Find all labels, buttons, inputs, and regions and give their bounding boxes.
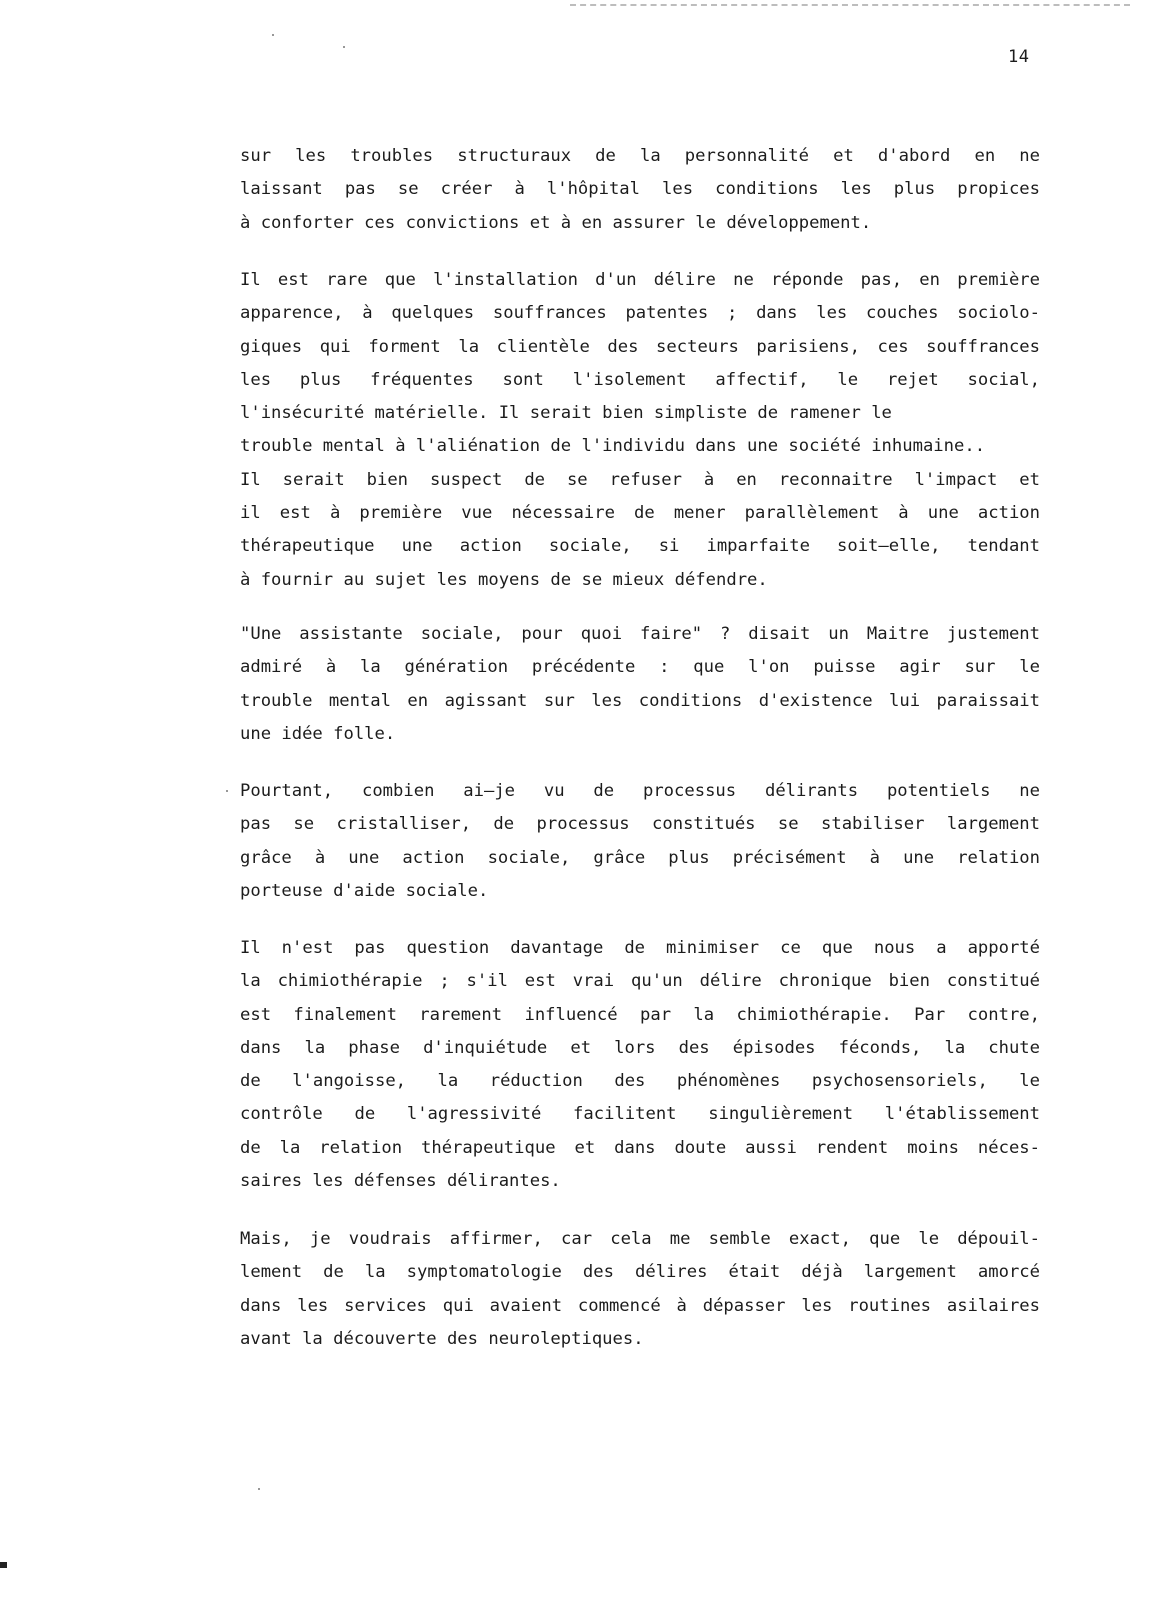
text-line: thérapeutique une action sociale, si imparfaite soit—elle, tendant bbox=[240, 536, 1040, 557]
text-line: lement de la symptomatologie des délires était déjà largement amorcé bbox=[240, 1262, 1040, 1283]
page-number: 14 bbox=[1008, 47, 1030, 67]
text-line: Mais, je voudrais affirmer, car cela me semble exact, que le dépouil- bbox=[240, 1229, 1040, 1249]
paragraph-5 bbox=[240, 932, 1040, 1198]
text-line: pas se cristalliser, de processus constitués se stabiliser largement bbox=[240, 814, 1040, 835]
text-line: laissant pas se créer à l'hôpital les conditions les plus propices bbox=[240, 179, 1040, 200]
text-line: contrôle de l'agressivité facilitent singulièrement l'établissement bbox=[240, 1104, 1040, 1125]
text-line: "Une assistante sociale, pour quoi faire" ? disait un Maitre justement bbox=[240, 624, 1040, 644]
scan-speck bbox=[272, 34, 274, 36]
text-line: porteuse d'aide sociale. bbox=[240, 880, 489, 901]
text-line: la chimiothérapie ; s'il est vrai qu'un délire chronique bien constitué bbox=[240, 971, 1040, 992]
text-line: de la relation thérapeutique et dans doute aussi rendent moins néces- bbox=[240, 1137, 1040, 1158]
text-line: trouble mental en agissant sur les conditions d'existence lui paraissait bbox=[240, 690, 1040, 711]
text-line: l'insécurité matérielle. Il serait bien simpliste de ramener le bbox=[240, 403, 892, 424]
paragraph-1 bbox=[240, 140, 1040, 240]
scan-speck bbox=[258, 1488, 260, 1490]
text-line: à fournir au sujet les moyens de se mieux défendre. bbox=[240, 569, 768, 590]
text-line: admiré à la génération précédente : que l'on puisse agir sur le bbox=[240, 657, 1040, 678]
text-line: il est à première vue nécessaire de mener parallèlement à une action bbox=[240, 503, 1040, 524]
text-line: une idée folle. bbox=[240, 723, 396, 744]
scan-speck bbox=[343, 46, 345, 48]
text-line: avant la découverte des neuroleptiques. bbox=[240, 1328, 644, 1349]
text-line: est finalement rarement influencé par la chimiothérapie. Par contre, bbox=[240, 1004, 1040, 1025]
text-line: Pourtant, combien ai—je vu de processus délirants potentiels ne bbox=[240, 781, 1040, 801]
text-line: dans la phase d'inquiétude et lors des épisodes féconds, la chute bbox=[240, 1037, 1040, 1058]
text-line: grâce à une action sociale, grâce plus précisément à une relation bbox=[240, 847, 1040, 868]
text-line: saires les défenses délirantes. bbox=[240, 1171, 561, 1192]
scan-edge-mark bbox=[0, 1562, 7, 1568]
text-line: Il est rare que l'installation d'un délire ne réponde pas, en première bbox=[240, 270, 1040, 290]
text-line: à conforter ces convictions et à en assurer le développement. bbox=[240, 212, 872, 233]
text-line: Il serait bien suspect de se refuser à en reconnaitre l'impact et bbox=[240, 469, 1040, 490]
text-line: apparence, à quelques souffrances patentes ; dans les couches sociolo- bbox=[240, 303, 1040, 324]
scan-top-rule bbox=[570, 4, 1130, 6]
text-line: sur les troubles structuraux de la personnalité et d'abord en ne bbox=[240, 146, 1040, 166]
text-line: de l'angoisse, la réduction des phénomènes psychosensoriels, le bbox=[240, 1071, 1040, 1092]
scan-speck bbox=[226, 790, 228, 792]
text-line: dans les services qui avaient commencé à dépasser les routines asilaires bbox=[240, 1295, 1040, 1316]
text-line: trouble mental à l'aliénation de l'individu dans une société inhumaine.. bbox=[240, 436, 986, 457]
paragraph-6 bbox=[240, 1223, 1040, 1356]
text-line: Il n'est pas question davantage de minimiser ce que nous a apporté bbox=[240, 938, 1040, 958]
paragraph-4 bbox=[240, 775, 1040, 908]
paragraph-3 bbox=[240, 618, 1040, 751]
paragraph-2 bbox=[240, 264, 1040, 597]
text-line: les plus fréquentes sont l'isolement affectif, le rejet social, bbox=[240, 369, 1040, 390]
text-line: giques qui forment la clientèle des secteurs parisiens, ces souffrances bbox=[240, 336, 1040, 357]
